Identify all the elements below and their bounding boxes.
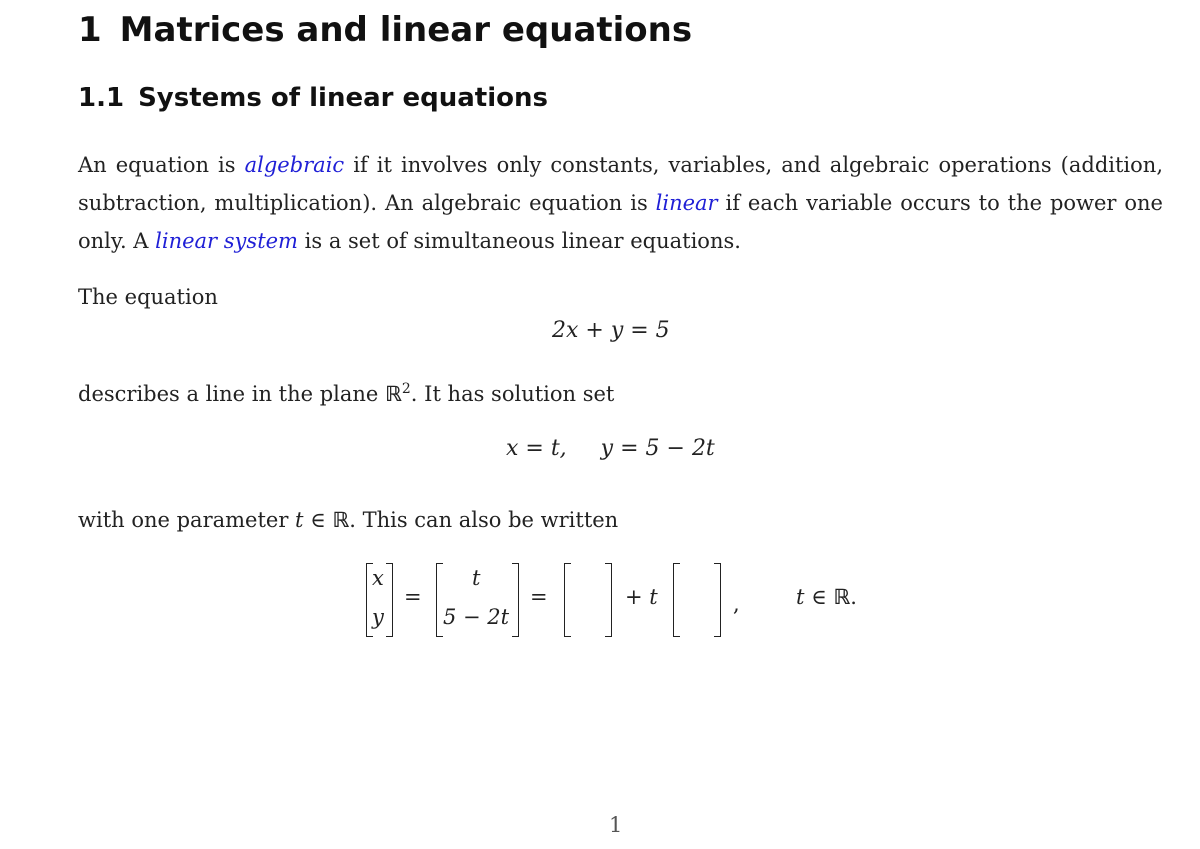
comma: , xyxy=(733,592,740,616)
real-numbers-symbol: ℝ xyxy=(833,585,851,609)
period: . xyxy=(850,585,857,609)
paragraph-text: describes a line in the plane xyxy=(78,382,386,406)
equals-sign: = xyxy=(530,585,548,609)
right-bracket xyxy=(512,563,519,637)
element-of-symbol: ∈ xyxy=(303,508,333,532)
equation-intro-paragraph: The equation xyxy=(78,285,218,309)
left-bracket xyxy=(436,563,443,637)
definition-paragraph xyxy=(78,146,1163,260)
term-algebraic: algebraic xyxy=(244,153,345,177)
parameter-paragraph xyxy=(78,501,1163,539)
vector-entry-x: x xyxy=(372,566,384,590)
equals-sign: = xyxy=(404,585,422,609)
element-of-symbol: ∈ xyxy=(804,585,834,609)
matrix-entry-5-minus-2t: 5 − 2t xyxy=(443,605,510,629)
plus-t: + t xyxy=(625,585,658,609)
paragraph-text: . This can also be written xyxy=(349,508,619,532)
subsection-number: 1.1 xyxy=(78,83,125,113)
solution-y: y = 5 − 2t xyxy=(600,436,715,461)
right-bracket xyxy=(714,563,721,637)
paragraph-text: with one parameter xyxy=(78,508,296,532)
parameter-t: t xyxy=(295,508,304,532)
right-bracket xyxy=(386,563,393,637)
section-heading xyxy=(78,10,692,50)
subsection-title: Systems of linear equations xyxy=(138,83,548,113)
vector-entry-y: y xyxy=(372,605,384,629)
paragraph-text: if each variable occurs to the power one only. A xyxy=(78,191,1163,253)
parameter-t: t xyxy=(796,585,805,609)
paragraph-text: if it involves only constants, variables, and algebraic operations (addition, subtraction, multiplication). An algebraic equation is xyxy=(78,153,1163,215)
section-title: Matrices and linear equations xyxy=(119,10,693,50)
line-description-paragraph xyxy=(78,370,1163,413)
paragraph-text: . It has solution set xyxy=(410,382,615,406)
paragraph-text: An equation is xyxy=(78,153,245,177)
left-bracket xyxy=(564,563,571,637)
real-numbers-symbol: ℝ xyxy=(332,508,350,532)
page-number: 1 xyxy=(609,813,623,837)
term-linear: linear xyxy=(655,191,718,215)
solution-x: x = t, xyxy=(506,436,567,461)
subsection-heading xyxy=(78,83,548,113)
exponent: 2 xyxy=(401,381,411,397)
solution-set-equation xyxy=(506,436,715,461)
paragraph-text: is a set of simultaneous linear equations. xyxy=(297,229,741,253)
parameter-condition xyxy=(796,585,857,609)
left-bracket xyxy=(673,563,680,637)
term-linear-system: linear system xyxy=(155,229,298,253)
equation-line: 2x + y = 5 xyxy=(552,318,670,343)
section-number: 1 xyxy=(78,10,102,50)
right-bracket xyxy=(605,563,612,637)
matrix-entry-t: t xyxy=(472,566,481,590)
real-numbers-symbol: ℝ xyxy=(385,382,402,406)
